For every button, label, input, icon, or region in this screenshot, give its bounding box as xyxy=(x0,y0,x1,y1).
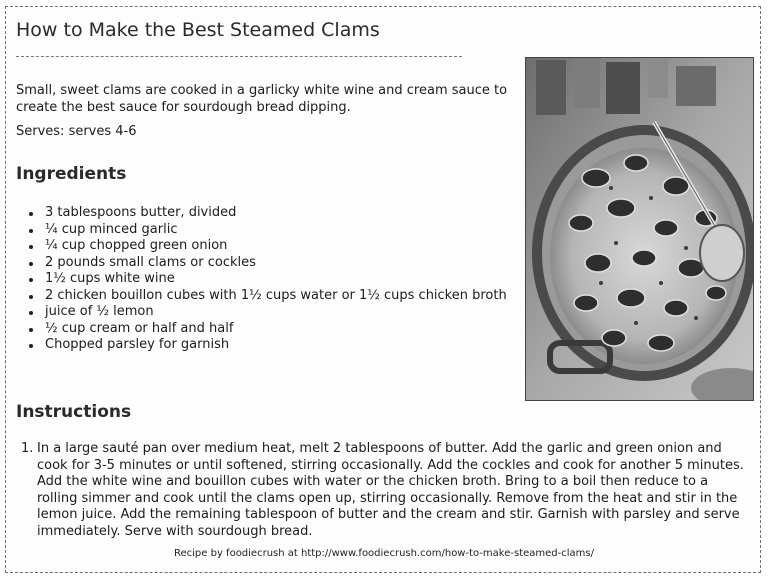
instruction-step xyxy=(16,441,751,540)
title-divider xyxy=(16,56,462,57)
ingredients-heading: Ingredients xyxy=(16,164,127,184)
steamed-clams-pan-image xyxy=(526,58,754,401)
ingredient-item: ½ cup cream or half and half xyxy=(16,321,521,338)
recipe-credit: Recipe by foodiecrush at http://www.foodiecrush.com/how-to-make-steamed-clams/ xyxy=(174,548,594,559)
ingredient-item: 3 tablespoons butter, divided xyxy=(16,205,521,222)
ingredients-list xyxy=(16,205,521,354)
recipe-title: How to Make the Best Steamed Clams xyxy=(16,19,380,41)
step-number: 1. xyxy=(21,441,34,456)
recipe-photo xyxy=(525,57,754,401)
instructions-heading: Instructions xyxy=(16,402,132,422)
recipe-serves: Serves: serves 4-6 xyxy=(16,124,137,139)
instructions-list xyxy=(16,441,751,540)
ingredient-item: 2 chicken bouillon cubes with 1½ cups water or 1½ cups chicken broth xyxy=(16,288,521,305)
ingredient-item: 1½ cups white wine xyxy=(16,271,521,288)
ingredient-item: Chopped parsley for garnish xyxy=(16,337,521,354)
recipe-card xyxy=(5,6,761,573)
recipe-intro: Small, sweet clams are cooked in a garlicky white wine and cream sauce to create the best sauce for sourdough bread dipping. xyxy=(16,83,508,115)
step-text: In a large sauté pan over medium heat, melt 2 tablespoons of butter. Add the garlic and green onion and cook for 3-5 minutes or until softened, stirring occasionally. Add the cockles and cook for another 5 minutes. Add the white wine and bouillon cubes with water or the chicken broth. Bring to a boil then reduce to a rolling simmer and cook until the clams open up, stirring occasionally. Remove from the heat and stir in the lemon juice. Add the remaining tablespoon of butter and the cream and stir. Garnish with parsley and serve immediately. Serve with sourdough bread. xyxy=(37,441,744,539)
ingredient-item: ¼ cup chopped green onion xyxy=(16,238,521,255)
ingredient-item: 2 pounds small clams or cockles xyxy=(16,255,521,272)
ingredient-item: juice of ½ lemon xyxy=(16,304,521,321)
ingredient-item: ¼ cup minced garlic xyxy=(16,222,521,239)
